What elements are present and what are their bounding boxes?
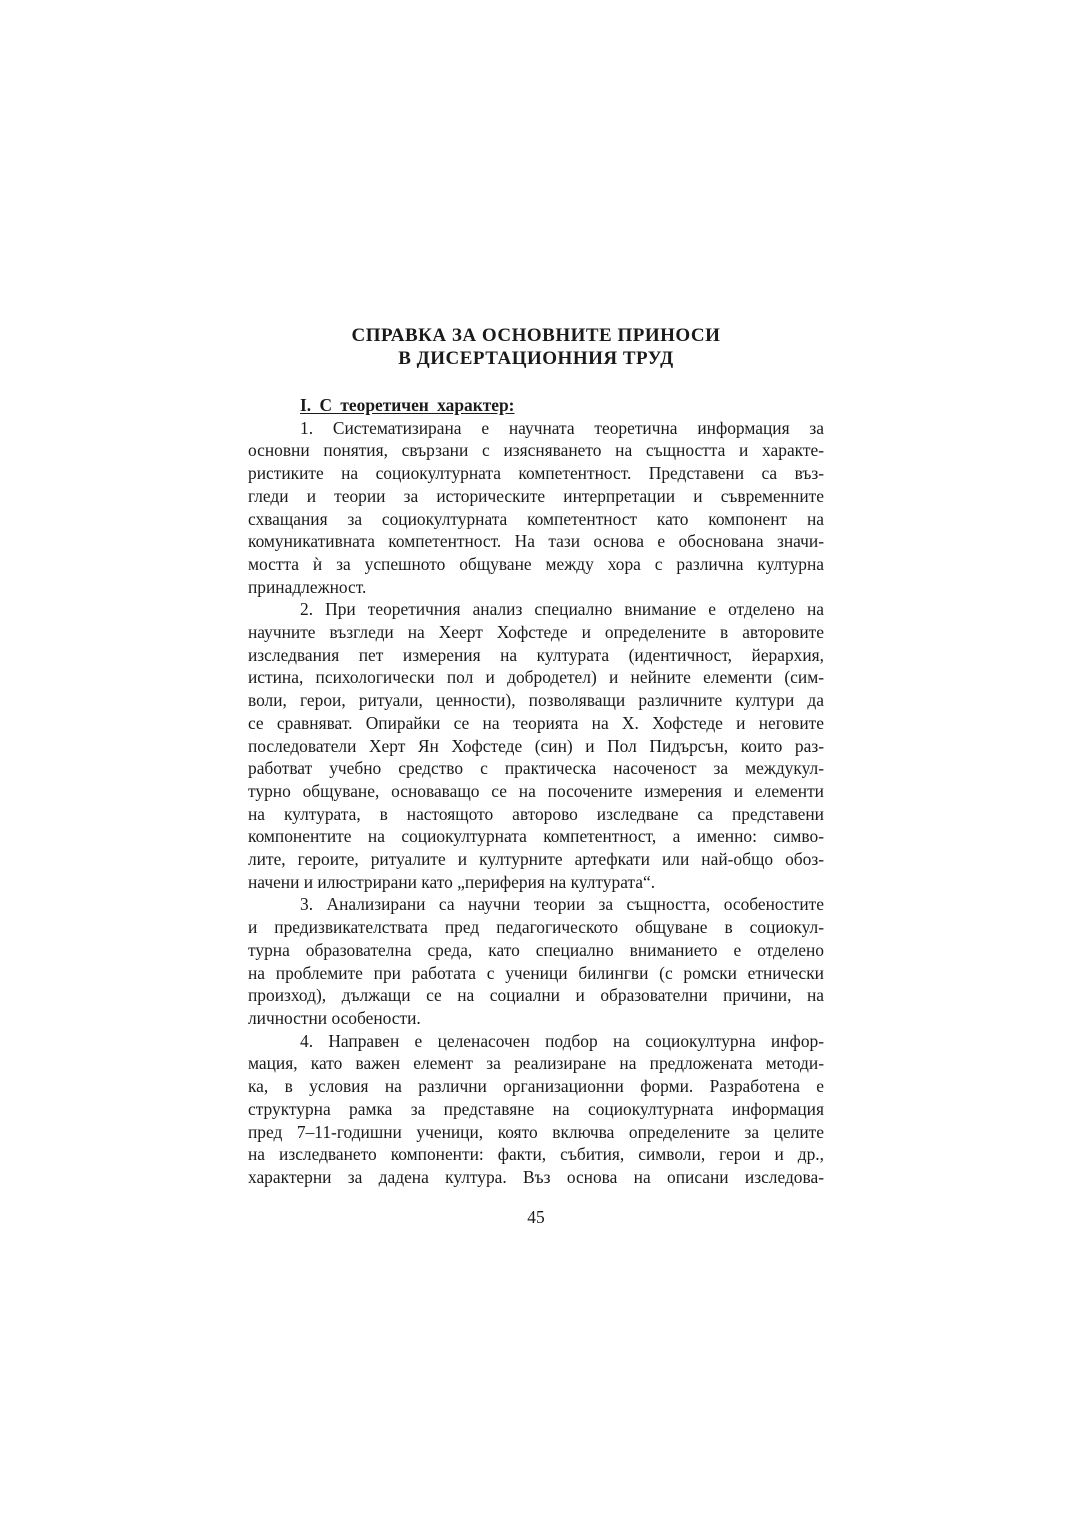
- paragraph-line: на културата, в настоящото авторово изследване са представени: [248, 803, 824, 824]
- paragraph-line: воли, герои, ритуали, ценности), позволяващи различните култури да: [248, 690, 824, 711]
- paragraph-line: пред 7–11-годишни ученици, която включва определените за целите: [248, 1121, 824, 1142]
- section-heading: І. С теоретичен характер:: [300, 395, 515, 415]
- paragraph-line: последователи Херт Ян Хофстеде (син) и Пол Пидърсън, които раз-: [248, 735, 824, 756]
- paragraph-3: [248, 893, 824, 1029]
- paragraph-2: [248, 598, 824, 893]
- document-title-line-2: В ДИСЕРТАЦИОННИЯ ТРУД: [398, 348, 674, 369]
- paragraph-line: лите, героите, ритуалите и културните артефкати или най-общо обоз-: [248, 849, 824, 870]
- document-title-line-1: СПРАВКА ЗА ОСНОВНИТЕ ПРИНОСИ: [351, 325, 721, 346]
- body-text: [248, 394, 824, 1189]
- paragraph-line: и предизвикателствата пред педагогическото общуване в социокул-: [248, 917, 824, 938]
- paragraph-line: ристиките на социокултурната компетентност. Представени са въз-: [248, 463, 824, 484]
- paragraph-line: начени и илюстрирани като „периферия на културата“.: [248, 871, 656, 892]
- paragraph-line: се сравняват. Опирайки се на теорията на Х. Хофстеде и неговите: [248, 712, 824, 733]
- paragraph-line: мостта ѝ за успешното общуване между хора с различна културна: [248, 553, 824, 574]
- paragraph-4: [248, 1030, 824, 1189]
- paragraph-line: турна образователна среда, като специално вниманието е отделено: [248, 939, 824, 960]
- paragraph-line: комуникативната компетентност. На тази основа е обоснована значи-: [248, 531, 824, 552]
- paragraph-line: турно общуване, основаващо се на посочените измерения и елементи: [248, 780, 824, 801]
- paragraph-line: характерни за дадена култура. Въз основа на описани изследова-: [248, 1166, 824, 1187]
- paragraph-1: [248, 417, 824, 599]
- paragraph-line: 1. Систематизирана е научната теоретична информация за: [300, 417, 824, 438]
- paragraph-line: 2. При теоретичния анализ специално внимание е отделено на: [300, 599, 824, 620]
- paragraph-line: ка, в условия на различни организационни форми. Разработена е: [248, 1076, 824, 1097]
- page-number: 45: [527, 1207, 545, 1227]
- paragraph-line: научните възгледи на Хеерт Хофстеде и определените в авторовите: [248, 622, 824, 643]
- paragraph-line: истина, психологически пол и добродетел) и нейните елементи (сим-: [248, 667, 824, 688]
- paragraph-line: 3. Анализирани са научни теории за същността, особеностите: [300, 894, 824, 915]
- paragraph-line: схващания за социокултурната компетентност като компонент на: [248, 508, 824, 529]
- paragraph-line: гледи и теории за историческите интерпретации и съвременните: [248, 485, 824, 506]
- paragraph-line: 4. Направен е целенасочен подбор на социокултурна инфор-: [300, 1030, 824, 1051]
- paragraph-line: мация, като важен елемент за реализиране на предложената методи-: [248, 1053, 824, 1074]
- paragraph-line: основни понятия, свързани с изясняването на същността и характе-: [248, 440, 824, 461]
- paragraph-line: личностни особености.: [248, 1007, 421, 1028]
- paragraph-line: компонентите на социокултурната компетентност, а именно: симво-: [248, 826, 824, 847]
- paragraph-line: произход), дължащи се на социални и образователни причини, на: [248, 985, 824, 1006]
- paragraph-line: принадлежност.: [248, 576, 367, 597]
- paragraph-line: структурна рамка за представяне на социокултурната информация: [248, 1098, 824, 1119]
- paragraph-line: на изследването компоненти: факти, събития, символи, герои и др.,: [248, 1144, 824, 1165]
- paragraph-line: изследвания пет измерения на културата (идентичност, йерархия,: [248, 644, 824, 665]
- paragraph-line: на проблемите при работата с ученици билингви (с ромски етнически: [248, 962, 824, 983]
- paragraph-line: работват учебно средство с практическа насоченост за междукул-: [248, 758, 824, 779]
